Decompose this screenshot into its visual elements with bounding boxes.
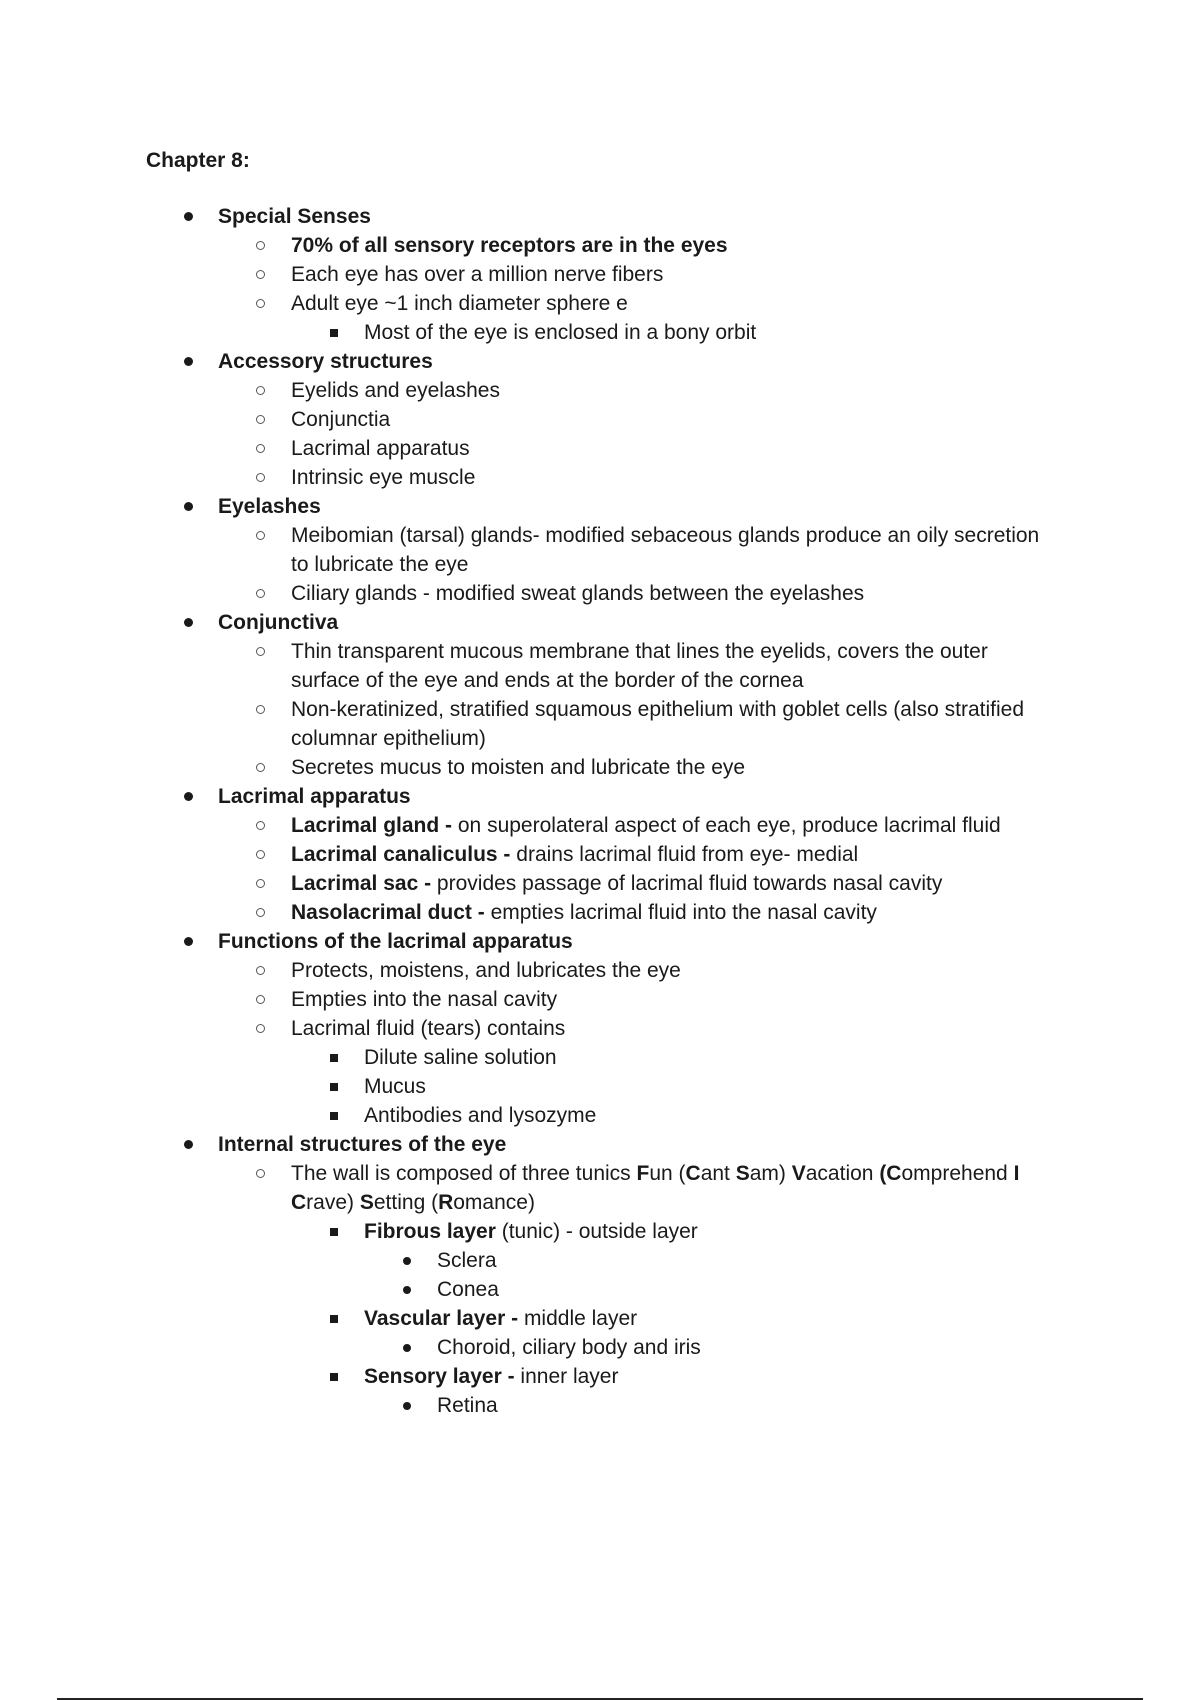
bullet-circle-icon xyxy=(256,705,265,714)
bullet-circle-icon xyxy=(256,299,265,308)
bullet-square-icon xyxy=(330,1054,338,1062)
list-item: Lacrimal apparatus xyxy=(0,434,1200,463)
list-item: Ciliary glands - modified sweat glands between the eyelashes xyxy=(0,579,1200,608)
bullet-square-icon xyxy=(330,1228,338,1236)
section-heading: Internal structures of the eye xyxy=(0,1130,1200,1159)
list-item: Antibodies and lysozyme xyxy=(0,1101,1200,1130)
bullet-square-icon xyxy=(330,1112,338,1120)
bullet-circle-icon xyxy=(256,647,265,656)
list-item: Mucus xyxy=(0,1072,1200,1101)
bullet-circle-icon xyxy=(256,531,265,540)
list-item: Fibrous layer (tunic) - outside layer xyxy=(0,1217,1200,1246)
bullet-square-icon xyxy=(330,1315,338,1323)
section-heading: Conjunctiva xyxy=(0,608,1200,637)
bullet-disc-icon xyxy=(184,212,193,221)
list-item: Thin transparent mucous membrane that lines the eyelids, covers the outer xyxy=(0,637,1200,666)
list-item: Lacrimal fluid (tears) contains xyxy=(0,1014,1200,1043)
list-item: The wall is composed of three tunics Fun (Cant Sam) Vacation (Comprehend I xyxy=(0,1159,1200,1188)
list-item: Nasolacrimal duct - empties lacrimal fluid into the nasal cavity xyxy=(0,898,1200,927)
list-item: Lacrimal canaliculus - drains lacrimal fluid from eye- medial xyxy=(0,840,1200,869)
list-item: Empties into the nasal cavity xyxy=(0,985,1200,1014)
bullet-circle-icon xyxy=(256,879,265,888)
bullet-circle-icon xyxy=(256,908,265,917)
bullet-square-icon xyxy=(330,329,338,337)
bullet-circle-icon xyxy=(256,995,265,1004)
list-item: Lacrimal gland - on superolateral aspect of each eye, produce lacrimal fluid xyxy=(0,811,1200,840)
list-item: 70% of all sensory receptors are in the eyes xyxy=(0,231,1200,260)
list-item: Vascular layer - middle layer xyxy=(0,1304,1200,1333)
bullet-circle-icon xyxy=(256,241,265,250)
list-item: Dilute saline solution xyxy=(0,1043,1200,1072)
bullet-disc-icon xyxy=(184,502,193,511)
section-heading: Lacrimal apparatus xyxy=(0,782,1200,811)
list-item: Protects, moistens, and lubricates the eye xyxy=(0,956,1200,985)
list-item: Retina xyxy=(0,1391,1200,1420)
list-item-continuation: surface of the eye and ends at the border of the cornea xyxy=(291,669,804,692)
bullet-circle-icon xyxy=(256,589,265,598)
bullet-disc-icon xyxy=(184,1140,193,1149)
list-item: Choroid, ciliary body and iris xyxy=(0,1333,1200,1362)
bullet-disc-icon xyxy=(184,618,193,627)
list-item: Non-keratinized, stratified squamous epithelium with goblet cells (also stratified xyxy=(0,695,1200,724)
list-item: Conea xyxy=(0,1275,1200,1304)
list-item: Sclera xyxy=(0,1246,1200,1275)
bullet-disc-icon xyxy=(184,792,193,801)
bullet-disc-icon xyxy=(403,1286,411,1294)
bullet-disc-icon xyxy=(403,1402,411,1410)
list-item: Secretes mucus to moisten and lubricate the eye xyxy=(0,753,1200,782)
notes-list xyxy=(0,202,1200,1420)
section-heading: Eyelashes xyxy=(0,492,1200,521)
bullet-circle-icon xyxy=(256,966,265,975)
bullet-square-icon xyxy=(330,1083,338,1091)
page-title: Chapter 8: xyxy=(146,149,250,172)
list-item: Most of the eye is enclosed in a bony orbit xyxy=(0,318,1200,347)
bullet-circle-icon xyxy=(256,473,265,482)
list-item: Conjunctia xyxy=(0,405,1200,434)
bullet-circle-icon xyxy=(256,270,265,279)
list-item: Each eye has over a million nerve fibers xyxy=(0,260,1200,289)
list-item-continuation: to lubricate the eye xyxy=(291,553,469,576)
list-item: Lacrimal sac - provides passage of lacrimal fluid towards nasal cavity xyxy=(0,869,1200,898)
bullet-circle-icon xyxy=(256,415,265,424)
bullet-disc-icon xyxy=(184,357,193,366)
list-item: Eyelids and eyelashes xyxy=(0,376,1200,405)
list-item: Meibomian (tarsal) glands- modified sebaceous glands produce an oily secretion xyxy=(0,521,1200,550)
list-item: Intrinsic eye muscle xyxy=(0,463,1200,492)
bullet-disc-icon xyxy=(184,937,193,946)
bullet-circle-icon xyxy=(256,821,265,830)
bullet-circle-icon xyxy=(256,850,265,859)
list-item-continuation: Crave) Setting (Romance) xyxy=(291,1191,535,1214)
bullet-circle-icon xyxy=(256,763,265,772)
bullet-circle-icon xyxy=(256,1024,265,1033)
section-heading: Functions of the lacrimal apparatus xyxy=(0,927,1200,956)
bullet-disc-icon xyxy=(403,1344,411,1352)
list-item-continuation: columnar epithelium) xyxy=(291,727,486,750)
list-item: Adult eye ~1 inch diameter sphere e xyxy=(0,289,1200,318)
section-heading: Special Senses xyxy=(0,202,1200,231)
bullet-circle-icon xyxy=(256,444,265,453)
bullet-circle-icon xyxy=(256,386,265,395)
bullet-square-icon xyxy=(330,1373,338,1381)
bullet-circle-icon xyxy=(256,1169,265,1178)
bullet-disc-icon xyxy=(403,1257,411,1265)
section-heading: Accessory structures xyxy=(0,347,1200,376)
list-item: Sensory layer - inner layer xyxy=(0,1362,1200,1391)
